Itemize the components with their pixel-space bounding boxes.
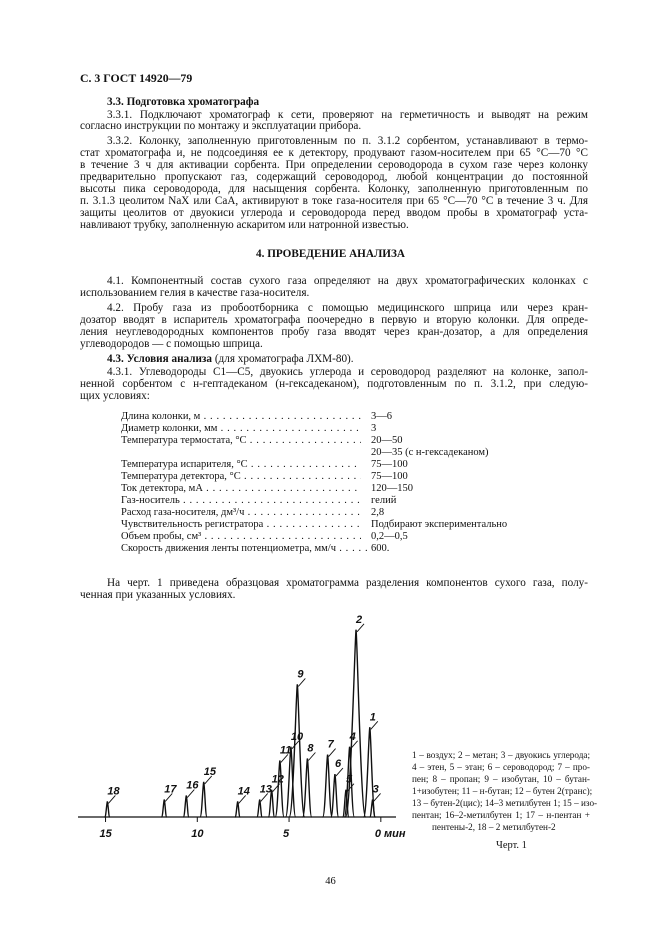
- condition-value-alt: 20—35 (с н-гексадеканом): [371, 447, 489, 458]
- para-4-2-line: ления неуглеводородных компонентов пробу газа вводят через кран-дозатор, а для определения: [80, 326, 588, 338]
- condition-label: Газ-носитель . . .: [121, 495, 361, 507]
- peak-label-4: 4: [349, 730, 356, 743]
- condition-label: Диаметр колонки, мм . . .: [121, 423, 361, 435]
- chart-intro-line: ченная при указанных условиях.: [80, 589, 236, 601]
- condition-value: 600.: [371, 543, 390, 554]
- peak-label-1: 1: [369, 711, 376, 724]
- peak-6: [331, 774, 339, 817]
- condition-value: 120—150: [371, 483, 413, 494]
- chart-intro-line: На черт. 1 приведена образцовая хроматограмма разделения компонентов сухого газа, полу-: [107, 577, 588, 589]
- para-4-2-line: дозатор вводят в испаритель хроматографа поочередно в первую и вторую колонки. Для опреде-: [80, 314, 588, 326]
- para-4-3-heading-rest: (для хроматографа ЛХМ-80).: [212, 353, 354, 365]
- condition-label: Чувствительность регистратора . . .: [121, 519, 361, 531]
- condition-label: Объем пробы, см³ . . .: [121, 531, 361, 543]
- para-4-3-1-line: ненной сорбентом с н-гептадеканом (н-гексадеканом), подготовленным по п. 3.1.2, при следую-: [80, 378, 588, 390]
- peak-label-15: 15: [203, 765, 216, 778]
- section-3-3-heading: 3.3. Подготовка хроматографа: [107, 96, 260, 108]
- legend-line: пен; 8 – пропан; 9 – изобутан, 10 – бутан-: [412, 774, 590, 784]
- peak-15: [200, 782, 207, 817]
- condition-value: 0,2—0,5: [371, 531, 408, 542]
- condition-value: гелий: [371, 495, 397, 506]
- legend-line: пентены-2, 18 – 2 метилбутен-2: [432, 822, 556, 832]
- para-3-3-2-line: в течение 3 ч для активации сорбента. При определении сероводорода в сухом газе через колонку: [80, 159, 588, 171]
- peak-17: [161, 799, 166, 817]
- condition-value: 75—100: [371, 459, 408, 470]
- condition-label: Скорость движения ленты потенциометра, мм/ч . . .: [121, 543, 369, 555]
- condition-label: Температура детектора, °С . . .: [121, 471, 361, 483]
- chart-caption: Черт. 1: [496, 840, 527, 851]
- condition-value: 3: [371, 423, 377, 434]
- condition-label: Расход газа-носителя, дм³/ч . . .: [121, 507, 361, 519]
- legend-line: 1+изобутен; 11 – н-бутан; 12 – бутен 2(транс);: [412, 786, 593, 796]
- section-4-heading: 4. ПРОВЕДЕНИЕ АНАЛИЗА: [256, 248, 405, 260]
- page-number: 46: [325, 876, 336, 887]
- para-4-2-line: углеводородов — с помощью шприца.: [80, 338, 263, 350]
- condition-label: Длина колонки, м . . .: [121, 411, 361, 423]
- peak-label-13: 13: [259, 783, 272, 796]
- peak-3: [370, 799, 375, 817]
- para-4-2-line: 4.2. Пробу газа из пробоотборника с помощью медицинского шприца или через кран-: [107, 302, 588, 314]
- para-4-3-heading-bold: 4.3. Условия анализа: [107, 353, 213, 365]
- chromatogram-chart: [70, 612, 410, 852]
- para-3-3-2-line: 3.3.2. Колонку, заполненную приготовленным по п. 3.1.2 сорбентом, устанавливают в термо-: [107, 135, 588, 147]
- peak-label-8: 8: [307, 742, 314, 755]
- peak-label-16: 16: [186, 779, 199, 792]
- legend-line: 1 – воздух; 2 – метан; 3 – двуокись углерода;: [412, 750, 590, 760]
- condition-value: 20—50: [371, 435, 403, 446]
- peak-label-10: 10: [290, 730, 304, 743]
- condition-label: Температура испарителя, °С . . .: [121, 459, 361, 471]
- peak-label-5: 5: [345, 773, 353, 786]
- condition-label: Температура термостата, °С . . .: [121, 435, 361, 447]
- peak-label-14: 14: [237, 785, 250, 798]
- peak-7: [323, 755, 332, 817]
- para-4-1-line: 4.1. Компонентный состав сухого газа определяют на двух хроматографических колонках с: [107, 275, 588, 287]
- peak-label-12: 12: [271, 773, 284, 786]
- peak-label-7: 7: [327, 738, 334, 751]
- x-tick-label: 0 мин: [374, 828, 406, 840]
- peak-8: [303, 759, 312, 818]
- legend-line: 13 – бутен-2(цис); 14–3 метилбутен 1; 15 – изо-: [412, 798, 598, 808]
- para-4-3-heading: [107, 353, 354, 365]
- legend-line: 4 – этен, 5 – этан; 6 – сероводород; 7 – про-: [412, 762, 590, 772]
- page-header: С. 3 ГОСТ 14920—79: [80, 71, 193, 85]
- peak-label-18: 18: [107, 785, 120, 798]
- peak-label-3: 3: [372, 783, 379, 796]
- peak-label-6: 6: [334, 758, 342, 771]
- peak-label-2: 2: [356, 613, 363, 626]
- condition-value: 2,8: [371, 507, 385, 518]
- legend-line: пентан; 16–2-метилбутен 1; 17 – н-пентан +: [412, 810, 590, 820]
- x-tick-label: 15: [99, 828, 112, 840]
- condition-value: 3—6: [371, 411, 392, 422]
- condition-label: Ток детектора, мА . . .: [121, 483, 361, 495]
- x-tick-label: 10: [191, 828, 204, 840]
- para-3-3-1-line: согласно инструкции по монтажу и эксплуатации прибора.: [80, 120, 362, 132]
- x-tick-label: 5: [283, 828, 290, 840]
- peak-label-11: 11: [279, 744, 292, 757]
- para-4-3-1-line: 4.3.1. Углеводороды С1—С5, двуокись углерода и сероводород разделяют на колонке, запол-: [107, 366, 588, 378]
- para-4-3-1-line: щих условиях:: [80, 390, 150, 402]
- para-3-3-2-line: предварительно пропускают газ, содержащий сероводород, любой концентрации до постоянной: [80, 171, 588, 183]
- peak-18: [105, 801, 110, 817]
- peak-2: [345, 630, 365, 817]
- peak-label-9: 9: [297, 668, 304, 681]
- para-3-3-2-line: защиты цеолитов от двуокиси углерода и сероводорода перед вводом пробы в хроматограф уста-: [80, 207, 588, 219]
- para-3-3-2-line: стат хроматографа и, не подсоединяя ее к детектору, продувают газом-носителем при 65 °С—70 °С: [80, 147, 588, 159]
- condition-value: 75—100: [371, 471, 408, 482]
- peak-16: [183, 796, 189, 817]
- para-3-3-2-line: навливают трубку, заполненную аскаритом или натронной известью.: [80, 219, 409, 231]
- para-4-1-line: использованием гелия в качестве газа-носителя.: [80, 287, 310, 299]
- peak-13: [257, 799, 262, 817]
- peak-14: [235, 801, 240, 817]
- peak-11: [275, 760, 284, 817]
- peak-label-17: 17: [164, 783, 177, 796]
- condition-value: Подбирают экспериментально: [371, 519, 508, 530]
- para-3-3-2-line: высоты пика сероводорода, для насыщения сорбента. Колонку, заполненную приготовленным по: [80, 183, 588, 195]
- para-3-3-1-line: 3.3.1. Подключают хроматограф к сети, проверяют на герметичность и выводят на режим: [107, 109, 588, 121]
- para-3-3-2-line: п. 3.1.3 цеолитом NaX или CaA, активируют в токе газа-носителя при 65 °С—70 °С в течение 3 ч. Для: [80, 195, 588, 207]
